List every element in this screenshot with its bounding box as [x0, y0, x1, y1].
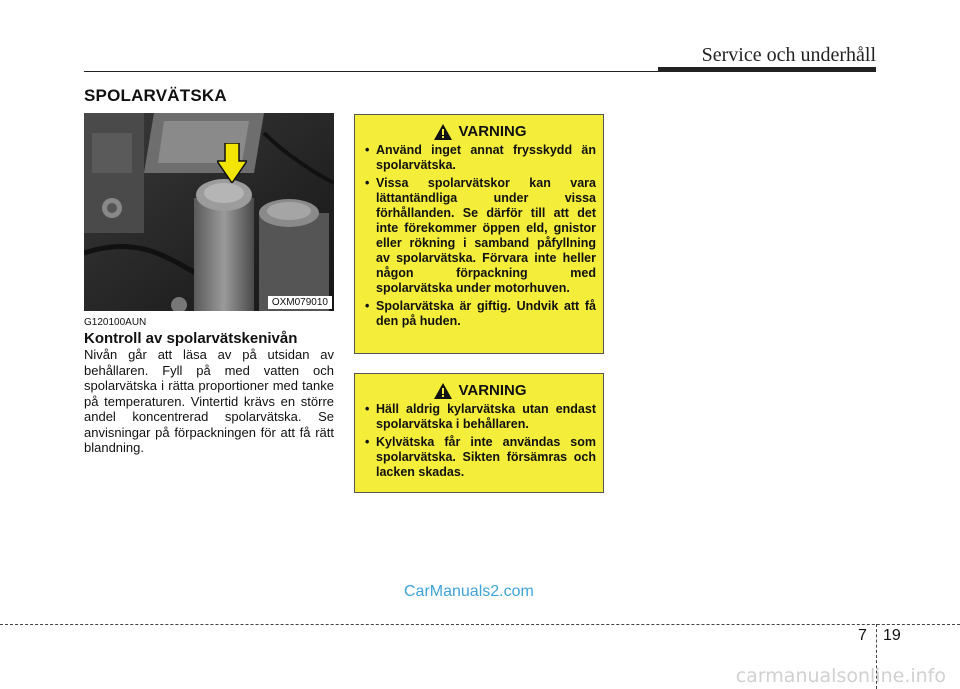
- article-body: Nivån går att läsa av på utsidan av behållaren. Fyll på med vatten och spolarvätska i rätta proportioner med tanke på temperaturen. Vintertid krävs en större andel koncentrerad spolarvätska. Se anvisningar på förpackningen för att få rätt blandning.: [84, 347, 334, 455]
- article-heading: Kontroll av spolarvätskenivån: [84, 330, 298, 347]
- warning-header: [365, 382, 596, 399]
- watermark-link[interactable]: CarManuals2.com: [404, 583, 534, 600]
- section-title: SPOLARVÄTSKA: [84, 86, 227, 105]
- warning-item: • Häll aldrig kylarvätska utan endast spolarvätska i behållaren.: [365, 402, 596, 432]
- chapter-number: 7: [858, 627, 867, 644]
- warning-list: [365, 143, 596, 329]
- warning-box-1: [354, 114, 604, 354]
- warning-item: • Kylvätska får inte användas som spolarvätska. Sikten försämras och lacken skadas.: [365, 435, 596, 480]
- warning-header: [365, 123, 596, 140]
- warning-triangle-icon: [434, 383, 452, 399]
- header-title: Service och underhåll: [701, 44, 876, 66]
- engine-bay-photo: [84, 113, 334, 311]
- warning-box-2: [354, 373, 604, 493]
- warning-triangle-icon: [434, 124, 452, 140]
- figure-code: OXM079010: [268, 296, 332, 309]
- warning-item: • Spolarvätska är giftig. Undvik att få den på huden.: [365, 299, 596, 329]
- warning-list: [365, 402, 596, 480]
- warning-title: VARNING: [458, 382, 527, 399]
- footer-rule: [0, 624, 960, 625]
- arrow-down-icon: [217, 143, 247, 183]
- bottom-watermark: carmanualsonline.info: [735, 665, 946, 687]
- warning-item: • Vissa spolarvätskor kan vara lättantändliga under vissa förhållanden. Se därför till att det inte förekommer öppen eld, gnistor eller rökning i samband påfyllning av spolarvätska. Förvara inte heller någon förpackning med spolarvätska under motorhuven.: [365, 176, 596, 296]
- header-rule-thick: [658, 67, 876, 72]
- warning-item: • Använd inget annat frysskydd än spolarvätska.: [365, 143, 596, 173]
- header-rule: [84, 71, 660, 72]
- article-code: G120100AUN: [84, 317, 147, 328]
- warning-title: VARNING: [458, 123, 527, 140]
- page-number: 19: [883, 627, 901, 644]
- engine-bay-image: [84, 113, 334, 311]
